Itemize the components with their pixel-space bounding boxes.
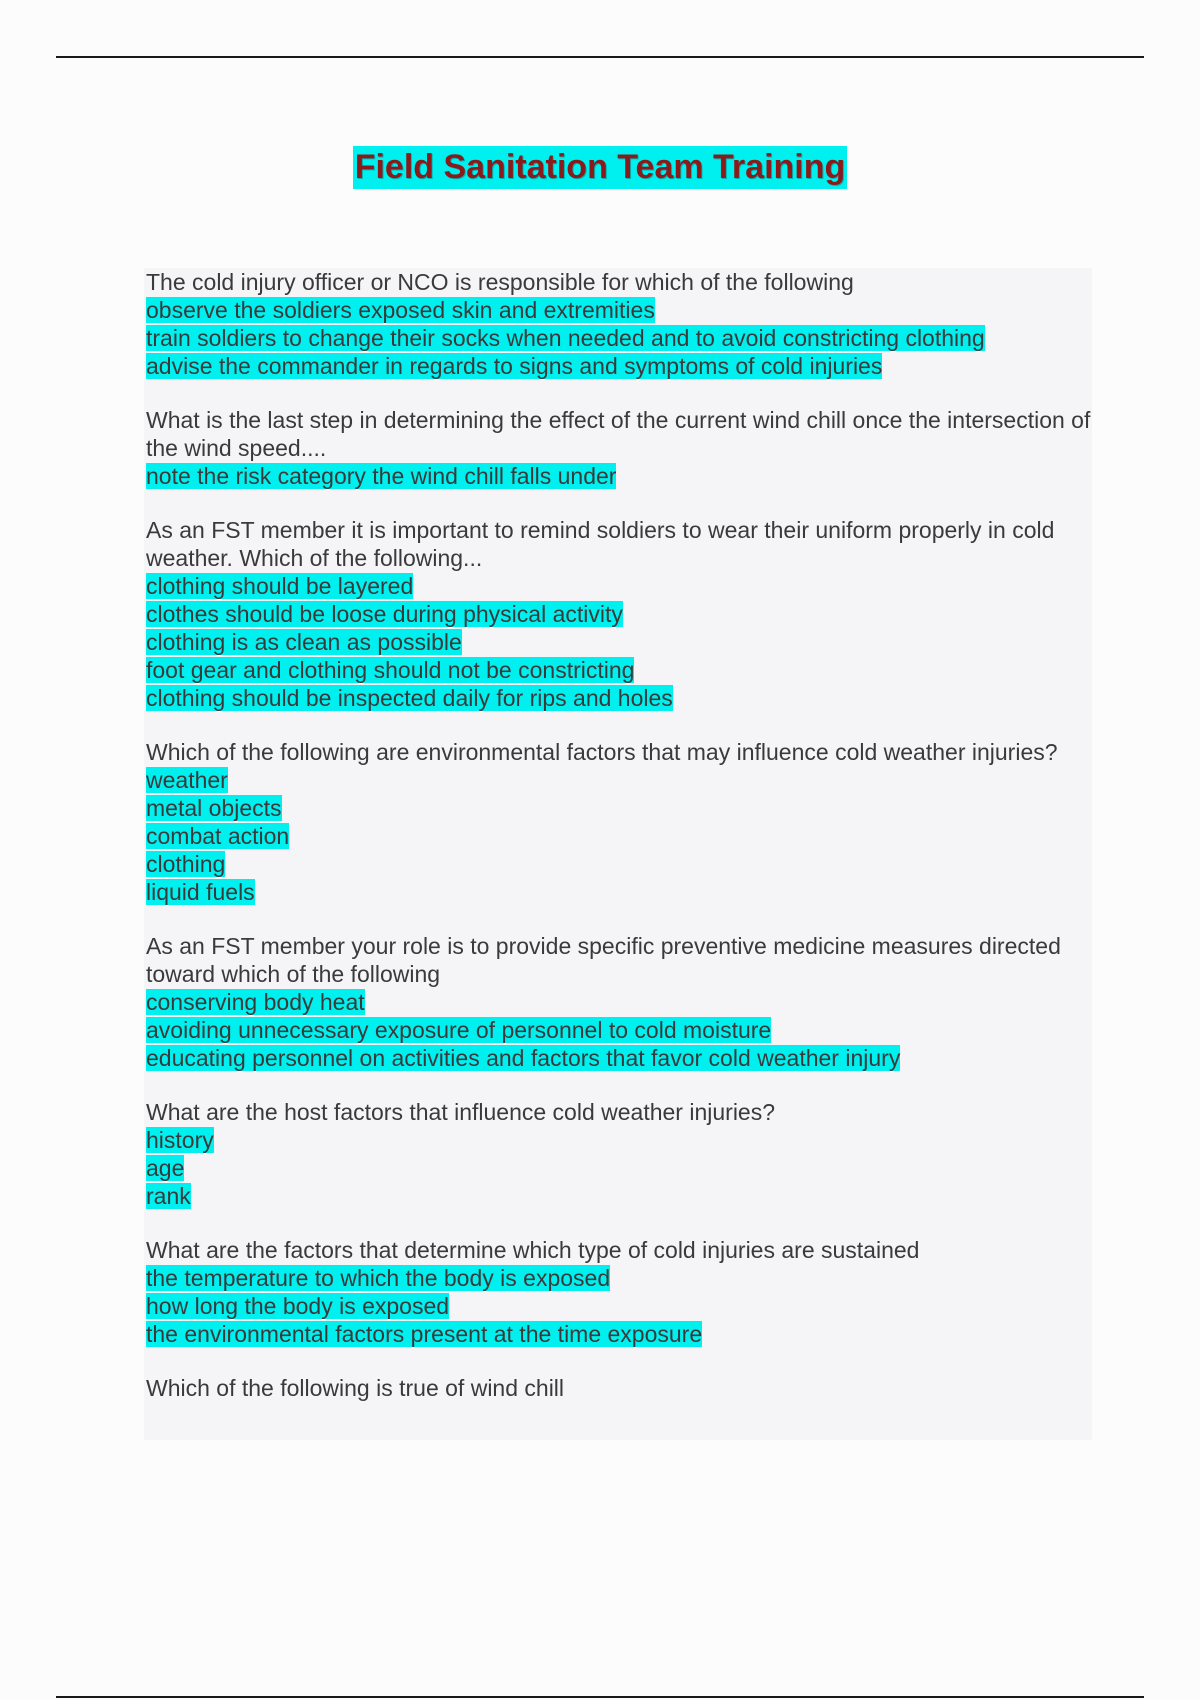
question-text: As an FST member it is important to remind soldiers to wear their uniform properly in cold weather. Which of the following... [146,517,1055,571]
qa-content [144,268,1092,1440]
qa-block [146,268,1092,380]
highlighted-answer: conserving body heat [146,989,365,1015]
highlighted-answer: combat action [146,823,290,849]
highlighted-answer: train soldiers to change their socks when needed and to avoid constricting clothing [146,325,985,351]
question-text: The cold injury officer or NCO is responsible for which of the following [146,269,854,295]
answer-line [146,1154,1092,1182]
qa-block [146,1374,1092,1402]
answer-line [146,628,1092,656]
qa-block [146,1098,1092,1210]
highlighted-answer: clothing should be inspected daily for rips and holes [146,685,673,711]
highlighted-answer: history [146,1127,214,1153]
qa-block [146,932,1092,1072]
question-text: What are the host factors that influence cold weather injuries? [146,1099,776,1125]
answer-line [146,656,1092,684]
answer-line [146,462,1092,490]
highlighted-answer: clothing should be layered [146,573,414,599]
highlighted-answer: avoiding unnecessary exposure of personnel to cold moisture [146,1017,772,1043]
title-wrap [0,146,1200,189]
question-text: What is the last step in determining the effect of the current wind chill once the intersection of the wind speed.... [146,407,1091,461]
question-text: Which of the following is true of wind chill [146,1375,565,1401]
question-text: Which of the following are environmental factors that may influence cold weather injuries? [146,739,1058,765]
highlighted-answer: note the risk category the wind chill falls under [146,463,617,489]
highlighted-answer: weather [146,767,228,793]
answer-line [146,878,1092,906]
answer-line [146,1016,1092,1044]
answer-line [146,1182,1092,1210]
answer-line [146,352,1092,380]
answer-line [146,850,1092,878]
document-title: Field Sanitation Team Training [353,146,848,189]
highlighted-answer: clothing [146,851,226,877]
highlighted-answer: the temperature to which the body is exposed [146,1265,611,1291]
answer-line [146,1264,1092,1292]
answer-line [146,1320,1092,1348]
top-rule [56,56,1144,58]
qa-block [146,1236,1092,1348]
highlighted-answer: advise the commander in regards to signs and symptoms of cold injuries [146,353,883,379]
qa-block [146,406,1092,490]
answer-line [146,1126,1092,1154]
highlighted-answer: educating personnel on activities and factors that favor cold weather injury [146,1045,901,1071]
answer-line [146,1292,1092,1320]
question-text: As an FST member your role is to provide specific preventive medicine measures directed toward which of the following [146,933,1061,987]
answer-line [146,324,1092,352]
answer-line [146,766,1092,794]
answer-line [146,794,1092,822]
answer-line [146,822,1092,850]
qa-block [146,738,1092,906]
highlighted-answer: metal objects [146,795,282,821]
highlighted-answer: observe the soldiers exposed skin and extremities [146,297,655,323]
answer-line [146,600,1092,628]
answer-line [146,572,1092,600]
highlighted-answer: clothes should be loose during physical activity [146,601,623,627]
highlighted-answer: liquid fuels [146,879,255,905]
answer-line [146,988,1092,1016]
highlighted-answer: foot gear and clothing should not be constricting [146,657,635,683]
highlighted-answer: age [146,1155,185,1181]
highlighted-answer: rank [146,1183,191,1209]
qa-block [146,516,1092,712]
bottom-rule [56,1696,1144,1698]
question-text: What are the factors that determine which type of cold injuries are sustained [146,1237,920,1263]
answer-line [146,296,1092,324]
highlighted-answer: how long the body is exposed [146,1293,450,1319]
answer-line [146,684,1092,712]
answer-line [146,1044,1092,1072]
highlighted-answer: clothing is as clean as possible [146,629,462,655]
highlighted-answer: the environmental factors present at the time exposure [146,1321,703,1347]
